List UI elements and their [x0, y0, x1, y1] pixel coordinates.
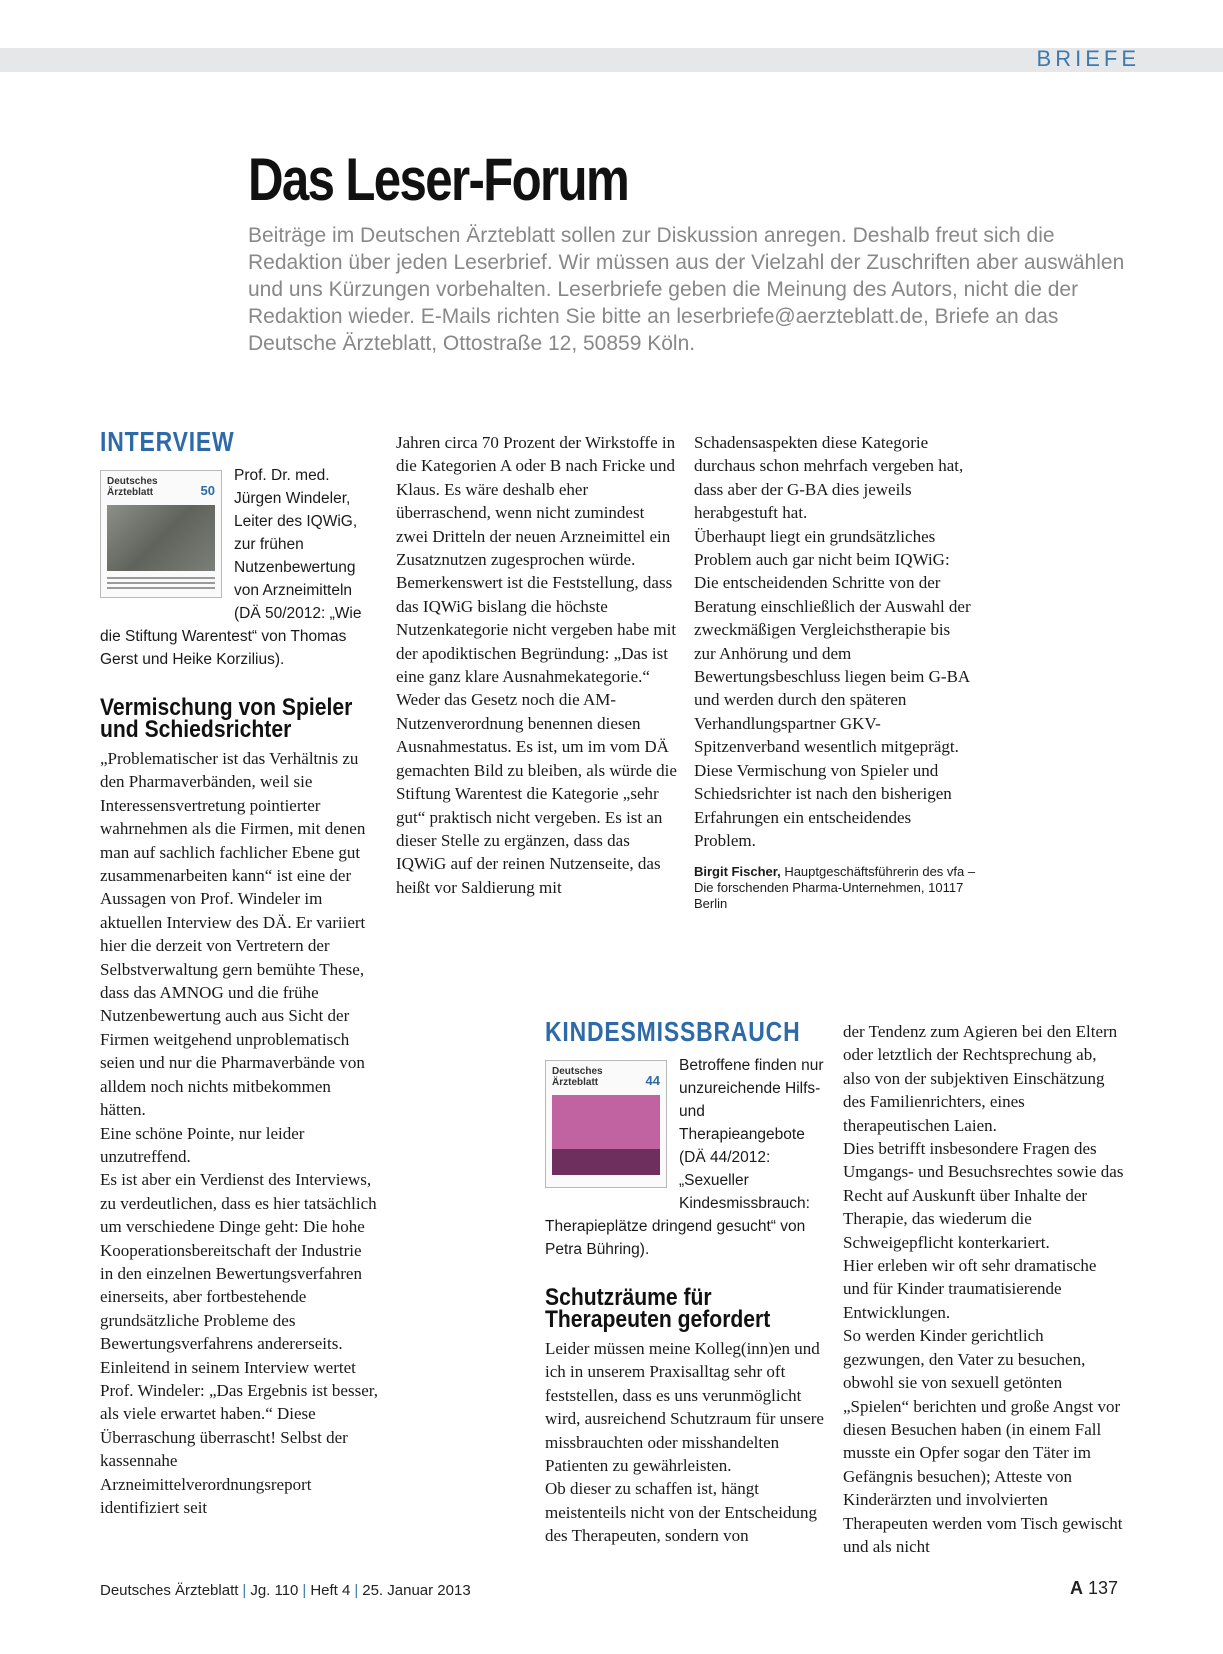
letter1-issue-cover	[100, 470, 222, 598]
paragraph: Bemerkenswert ist die Feststellung, dass das IQWiG bislang die höchste Nutzenkategorie nicht vergeben habe mit der apodiktischen Begründung: „Das ist eine ganz klare Ausnahmekategorie.“ Weder das Gesetz noch die AM-Nutzenverordnung benennen diesen Ausnahmestatus. Es ist, um im vom DÄ gemachten Bild zu bleiben, als würde die Stiftung Warentest die Kategorie „sehr gut“ praktisch nicht vergeben. Es ist an dieser Stelle zu ergänzen, dass das IQWiG auf der reinen Nutzenseite, das heißt vor Saldierung mit	[396, 573, 677, 897]
letter1-reference-block	[100, 464, 378, 671]
intro-text: Beiträge im Deutschen Ärzteblatt sollen zur Diskussion anregen. Deshalb freut sich die Redaktion über jeden Leserbrief. Wir müssen aus der Vielzahl der Zuschriften aber auswählen und uns Kürzungen vorbehalten. Leserbriefe geben die Meinung des Autors, nicht die der Redaktion wieder. E-Mails richten Sie bitte an leserbriefe@aerzteblatt.de, Briefe an das Deutsche Ärzteblatt, Ottostraße 12, 50859 Köln.	[248, 224, 1125, 355]
cover-text-lines	[107, 577, 215, 592]
letter2-issue-cover	[545, 1060, 667, 1188]
letter1-reference: Prof. Dr. med. Jürgen Windeler, Leiter des IQWiG, zur frühen Nutzenbewertung von Arzneimitteln (DÄ 50/2012: „Wie die Stiftung Warentest“ von Thomas Gerst und Heike Korzilius).	[100, 467, 362, 668]
paragraph: Dies betrifft insbesondere Fragen des Umgangs- und Besuchsrechtes sowie das Recht auf Auskunft über Inhalte der Therapie, das wiederum die Schweigepflicht konterkariert.	[843, 1139, 1124, 1252]
column-1	[100, 426, 378, 1519]
section-label: BRIEFE	[1036, 46, 1140, 71]
footer-date: 25. Januar 2013	[362, 1582, 471, 1599]
cover-issue-number: 50	[200, 483, 215, 498]
paragraph: Einleitend in seinem Interview wertet Prof. Windeler: „Das Ergebnis ist besser, als viele erwartet haben.“ Diese Überraschung überrascht! Selbst der kassennahe Arzneimittelverordnungsreport identifiziert seit	[100, 1357, 378, 1517]
paragraph: Leider müssen meine Kolleg(inn)en und ich in unserem Praxisalltag sehr oft feststellen, dass es uns verunmöglicht wird, ausreichend Schutzraum für unsere missbrauchten oder misshandelten Patienten zu gewährleisten.	[545, 1339, 824, 1476]
paragraph: Jahren circa 70 Prozent der Wirkstoffe in die Kategorien A oder B nach Fricke und Klaus. Es wäre deshalb eher überraschend, wenn nicht zumindest zwei Dritteln der neuen Arzneimittel ein Zusatznutzen zugesprochen würde.	[396, 433, 676, 570]
letter1-tag: INTERVIEW	[100, 426, 235, 457]
page-prefix: A	[1070, 1578, 1083, 1598]
letter2-headline: Schutzräume für Therapeuten gefordert	[545, 1284, 771, 1333]
cover-issue-number: 44	[645, 1073, 660, 1088]
cover-title: Deutsches Ärzteblatt	[552, 1066, 603, 1088]
signature-details: Hauptgeschäftsführerin des vfa – Die forschenden Pharma-Unternehmen, 10117 Berlin	[694, 864, 976, 912]
column-5	[843, 1020, 1125, 1558]
footer-citation	[100, 1582, 471, 1599]
cover-title: Deutsches Ärzteblatt	[107, 476, 158, 498]
letter2-col4-body	[545, 1337, 827, 1548]
letter1-col1-body	[100, 747, 378, 1519]
page-title: Das Leser-Forum	[248, 146, 629, 213]
page-number	[1070, 1578, 1118, 1599]
footer-separator: |	[302, 1582, 307, 1599]
page-number-value: 137	[1088, 1578, 1119, 1598]
signature-name: Birgit Fischer,	[694, 864, 781, 880]
paragraph: Ob dieser zu schaffen ist, hängt meistenteils nicht von der Entscheidung des Therapeuten, sondern von	[545, 1479, 817, 1546]
paragraph: Überhaupt liegt ein grundsätzliches Problem auch gar nicht beim IQWiG: Die entscheidenden Schritte von der Beratung einschließlich der Auswahl der zweckmäßigen Vergleichstherapie bis zur Anhörung und dem Bewertungsbeschluss liegen beim G-BA und werden durch den späteren Verhandlungspartner GKV-Spitzenverband wesentlich mitgeprägt. Diese Vermischung von Spieler und Schiedsrichter ist nach den bisherigen Erfahrungen ein entscheidendes Problem.	[694, 526, 971, 850]
paragraph: Es ist aber ein Verdienst des Interviews, zu verdeutlichen, dass es hier tatsächlich um verschiedene Dinge geht: Die hohe Kooperationsbereitschaft der Industrie in den einzelnen Bewertungsverfahren einerseits, aber fortbestehende grundsätzliche Probleme des Bewertungsverfahrens andererseits.	[100, 1170, 377, 1354]
cover-image	[107, 505, 215, 571]
paragraph: Schadensaspekten diese Kategorie durchaus schon mehrfach vergeben hat, dass aber der G-BA dies jeweils herabgestuft hat.	[694, 433, 964, 523]
letter2-reference: Betroffene finden nur unzureichende Hilfs- und Therapieangebote (DÄ 44/2012: „Sexueller Kindesmissbrauch: Therapieplätze dringend gesucht“ von Petra Bühring).	[545, 1057, 824, 1258]
footer-separator: |	[242, 1582, 247, 1599]
column-3	[694, 431, 976, 912]
letter2-tag: KINDESMISSBRAUCH	[545, 1016, 801, 1047]
column-4	[545, 1016, 827, 1548]
paragraph: der Tendenz zum Agieren bei den Eltern oder letztlich der Rechtsprechung ab, also von der subjektiven Einschätzung des Familienrichters, eines therapeutischen Laien.	[843, 1022, 1118, 1135]
footer-separator: |	[354, 1582, 359, 1599]
cover-image-band	[552, 1149, 660, 1175]
footer-journal: Deutsches Ärzteblatt	[100, 1582, 239, 1599]
column-2	[396, 431, 678, 899]
letter1-headline: Vermischung von Spieler und Schiedsrichter	[100, 694, 353, 743]
footer-volume: Jg. 110	[250, 1582, 299, 1599]
letter2-reference-block	[545, 1054, 827, 1261]
paragraph: „Problematischer ist das Verhältnis zu den Pharmaverbänden, weil sie Interessensvertretung pointierter wahrnehmen als die Firmen, mit denen man auf sachlich fachlicher Ebene gut zusammenarbeiten kann“ ist eine der Aussagen von Prof. Windeler im aktuellen Interview des DÄ. Er variiert hier die derzeit von Vertretern der Selbstverwaltung gern bemühte These, dass das AMNOG und die frühe Nutzenbewertung auch aus Sicht der Firmen weitgehend unproblematisch seien und nur die Pharmaverbände von alldem noch nichts mitbekommen hätten.	[100, 749, 366, 1120]
letter1-signature	[694, 864, 976, 912]
paragraph: Hier erleben wir oft sehr dramatische und für Kinder traumatisierende Entwicklungen.	[843, 1256, 1097, 1322]
paragraph: So werden Kinder gerichtlich gezwungen, den Vater zu besuchen, obwohl sie von sexuell getönten „Spielen“ berichten und große Angst vor diesen Besuchen haben (in einem Fall musste ein Opfer sogar den Täter im Gefängnis besuchen); Atteste von Kinderärzten und involvierten Therapeuten werden vom Tisch gewischt und als nicht	[843, 1326, 1123, 1556]
paragraph: Eine schöne Pointe, nur leider unzutreffend.	[100, 1123, 305, 1166]
footer-issue: Heft 4	[310, 1582, 351, 1599]
